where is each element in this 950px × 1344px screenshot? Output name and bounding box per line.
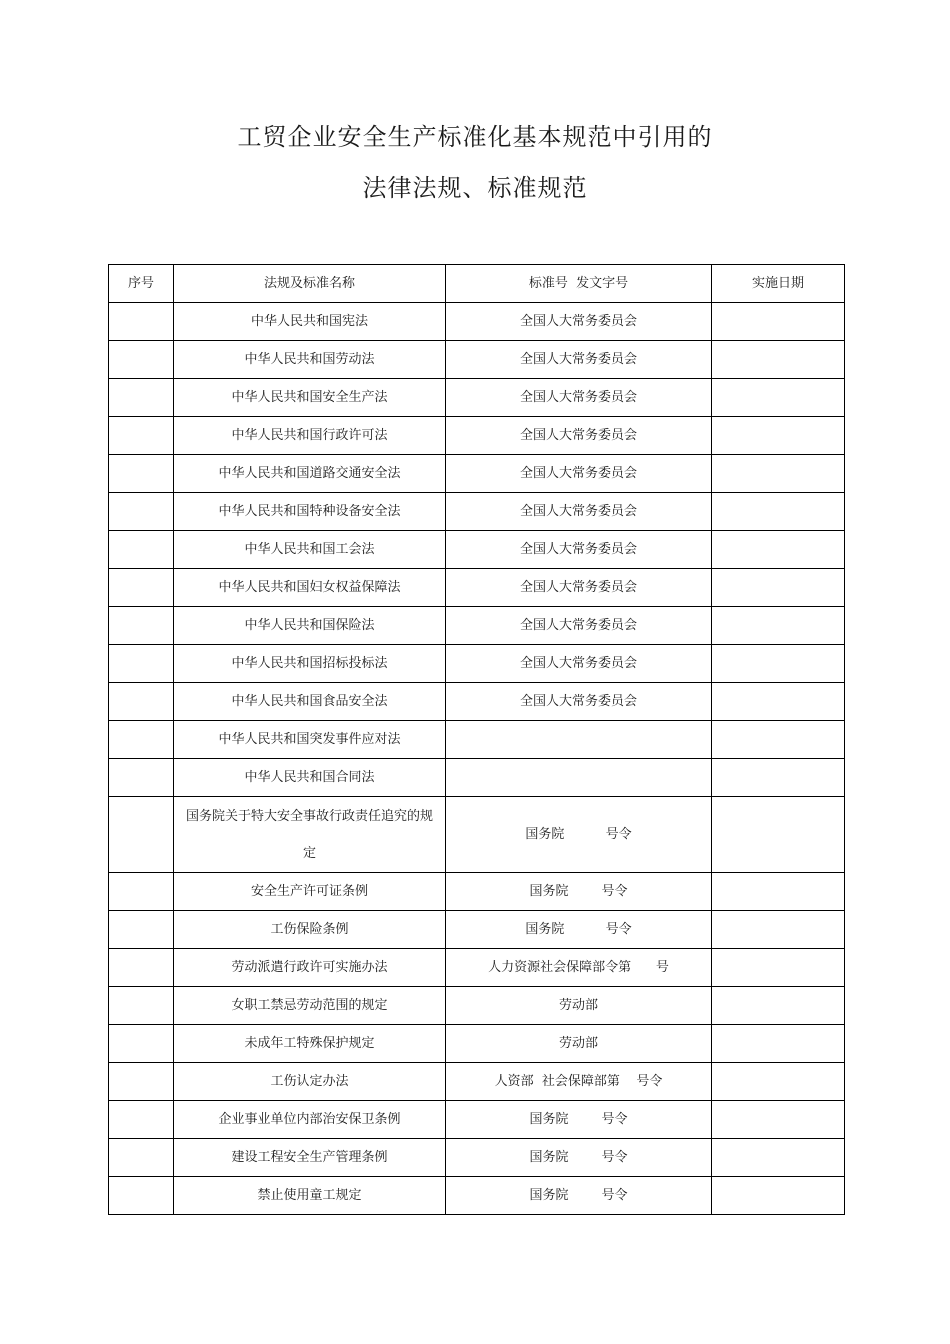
table-row	[109, 645, 845, 683]
table-row	[109, 911, 845, 949]
cell-effective-date	[712, 949, 845, 987]
cell-effective-date	[712, 379, 845, 417]
cell-serial-number	[109, 797, 174, 873]
cell-effective-date	[712, 797, 845, 873]
cell-document-number: 国务院 号令	[446, 1139, 712, 1177]
table-row	[109, 873, 845, 911]
cell-document-number: 国务院 号令	[446, 1101, 712, 1139]
table-header-row	[109, 265, 845, 303]
cell-regulation-name: 禁止使用童工规定	[174, 1177, 446, 1215]
cell-regulation-name: 中华人民共和国妇女权益保障法	[174, 569, 446, 607]
cell-regulation-name: 中华人民共和国工会法	[174, 531, 446, 569]
table-row	[109, 1139, 845, 1177]
table-row	[109, 797, 845, 873]
cell-document-number	[446, 721, 712, 759]
cell-regulation-name: 中华人民共和国招标投标法	[174, 645, 446, 683]
table-row	[109, 493, 845, 531]
cell-document-number: 全国人大常务委员会	[446, 683, 712, 721]
cell-document-number: 全国人大常务委员会	[446, 607, 712, 645]
cell-regulation-name: 未成年工特殊保护规定	[174, 1025, 446, 1063]
table-row	[109, 1025, 845, 1063]
cell-regulation-name: 中华人民共和国宪法	[174, 303, 446, 341]
cell-regulation-name: 工伤保险条例	[174, 911, 446, 949]
cell-document-number: 国务院 号令	[446, 1177, 712, 1215]
table-row	[109, 683, 845, 721]
header-regulation-name: 法规及标准名称	[174, 265, 446, 303]
cell-serial-number	[109, 379, 174, 417]
cell-serial-number	[109, 531, 174, 569]
cell-serial-number	[109, 873, 174, 911]
table-row	[109, 303, 845, 341]
cell-effective-date	[712, 303, 845, 341]
cell-serial-number	[109, 341, 174, 379]
cell-serial-number	[109, 683, 174, 721]
cell-serial-number	[109, 493, 174, 531]
cell-document-number: 全国人大常务委员会	[446, 455, 712, 493]
cell-effective-date	[712, 531, 845, 569]
cell-effective-date	[712, 1139, 845, 1177]
cell-document-number: 人资部 社会保障部第 号令	[446, 1063, 712, 1101]
cell-regulation-name: 中华人民共和国特种设备安全法	[174, 493, 446, 531]
cell-document-number: 全国人大常务委员会	[446, 645, 712, 683]
cell-serial-number	[109, 417, 174, 455]
cell-document-number	[446, 759, 712, 797]
table-row	[109, 417, 845, 455]
cell-effective-date	[712, 607, 845, 645]
cell-serial-number	[109, 1139, 174, 1177]
cell-serial-number	[109, 1063, 174, 1101]
cell-serial-number	[109, 759, 174, 797]
regulations-table	[108, 264, 845, 1215]
cell-document-number: 劳动部	[446, 1025, 712, 1063]
cell-effective-date	[712, 569, 845, 607]
cell-serial-number	[109, 569, 174, 607]
cell-serial-number	[109, 721, 174, 759]
cell-serial-number	[109, 949, 174, 987]
cell-effective-date	[712, 1177, 845, 1215]
cell-regulation-name: 中华人民共和国道路交通安全法	[174, 455, 446, 493]
table-row	[109, 531, 845, 569]
cell-effective-date	[712, 683, 845, 721]
document-title-line1: 工贸企业安全生产标准化基本规范中引用的	[237, 123, 713, 151]
cell-effective-date	[712, 455, 845, 493]
cell-document-number: 人力资源社会保障部令第 号	[446, 949, 712, 987]
cell-document-number: 国务院 号令	[446, 911, 712, 949]
cell-serial-number	[109, 455, 174, 493]
cell-document-number: 全国人大常务委员会	[446, 303, 712, 341]
cell-document-number: 全国人大常务委员会	[446, 531, 712, 569]
cell-effective-date	[712, 721, 845, 759]
table-row	[109, 759, 845, 797]
cell-regulation-name: 中华人民共和国劳动法	[174, 341, 446, 379]
header-effective-date: 实施日期	[712, 265, 845, 303]
cell-effective-date	[712, 493, 845, 531]
table-row	[109, 987, 845, 1025]
table-row	[109, 721, 845, 759]
cell-serial-number	[109, 607, 174, 645]
cell-effective-date	[712, 417, 845, 455]
cell-document-number: 劳动部	[446, 987, 712, 1025]
cell-serial-number	[109, 911, 174, 949]
cell-regulation-name: 工伤认定办法	[174, 1063, 446, 1101]
cell-effective-date	[712, 911, 845, 949]
cell-effective-date	[712, 341, 845, 379]
cell-effective-date	[712, 1063, 845, 1101]
cell-effective-date	[712, 873, 845, 911]
header-document-number: 标准号 发文字号	[446, 265, 712, 303]
cell-effective-date	[712, 645, 845, 683]
table-row	[109, 949, 845, 987]
document-title-line2: 法律法规、标准规范	[362, 174, 588, 202]
table-row	[109, 379, 845, 417]
cell-document-number: 全国人大常务委员会	[446, 379, 712, 417]
cell-document-number: 全国人大常务委员会	[446, 569, 712, 607]
cell-effective-date	[712, 987, 845, 1025]
cell-effective-date	[712, 759, 845, 797]
table-row	[109, 569, 845, 607]
cell-regulation-name: 国务院关于特大安全事故行政责任追究的规定	[174, 797, 446, 873]
cell-regulation-name: 劳动派遣行政许可实施办法	[174, 949, 446, 987]
cell-regulation-name: 建设工程安全生产管理条例	[174, 1139, 446, 1177]
cell-serial-number	[109, 303, 174, 341]
table-row	[109, 1177, 845, 1215]
cell-document-number: 全国人大常务委员会	[446, 493, 712, 531]
cell-regulation-name: 中华人民共和国突发事件应对法	[174, 721, 446, 759]
cell-serial-number	[109, 1101, 174, 1139]
cell-regulation-name: 中华人民共和国合同法	[174, 759, 446, 797]
table-row	[109, 1063, 845, 1101]
cell-document-number: 全国人大常务委员会	[446, 341, 712, 379]
cell-document-number: 国务院 号令	[446, 797, 712, 873]
cell-regulation-name: 女职工禁忌劳动范围的规定	[174, 987, 446, 1025]
table-row	[109, 455, 845, 493]
table-row	[109, 607, 845, 645]
cell-serial-number	[109, 645, 174, 683]
cell-regulation-name: 中华人民共和国行政许可法	[174, 417, 446, 455]
cell-serial-number	[109, 1177, 174, 1215]
cell-document-number: 全国人大常务委员会	[446, 417, 712, 455]
header-serial-number: 序号	[109, 265, 174, 303]
cell-regulation-name: 中华人民共和国食品安全法	[174, 683, 446, 721]
table-row	[109, 341, 845, 379]
cell-regulation-name: 安全生产许可证条例	[174, 873, 446, 911]
cell-regulation-name: 中华人民共和国安全生产法	[174, 379, 446, 417]
cell-serial-number	[109, 1025, 174, 1063]
cell-regulation-name: 企业事业单位内部治安保卫条例	[174, 1101, 446, 1139]
cell-document-number: 国务院 号令	[446, 873, 712, 911]
cell-serial-number	[109, 987, 174, 1025]
cell-regulation-name: 中华人民共和国保险法	[174, 607, 446, 645]
cell-effective-date	[712, 1025, 845, 1063]
cell-effective-date	[712, 1101, 845, 1139]
table-body	[109, 303, 845, 1215]
table-row	[109, 1101, 845, 1139]
